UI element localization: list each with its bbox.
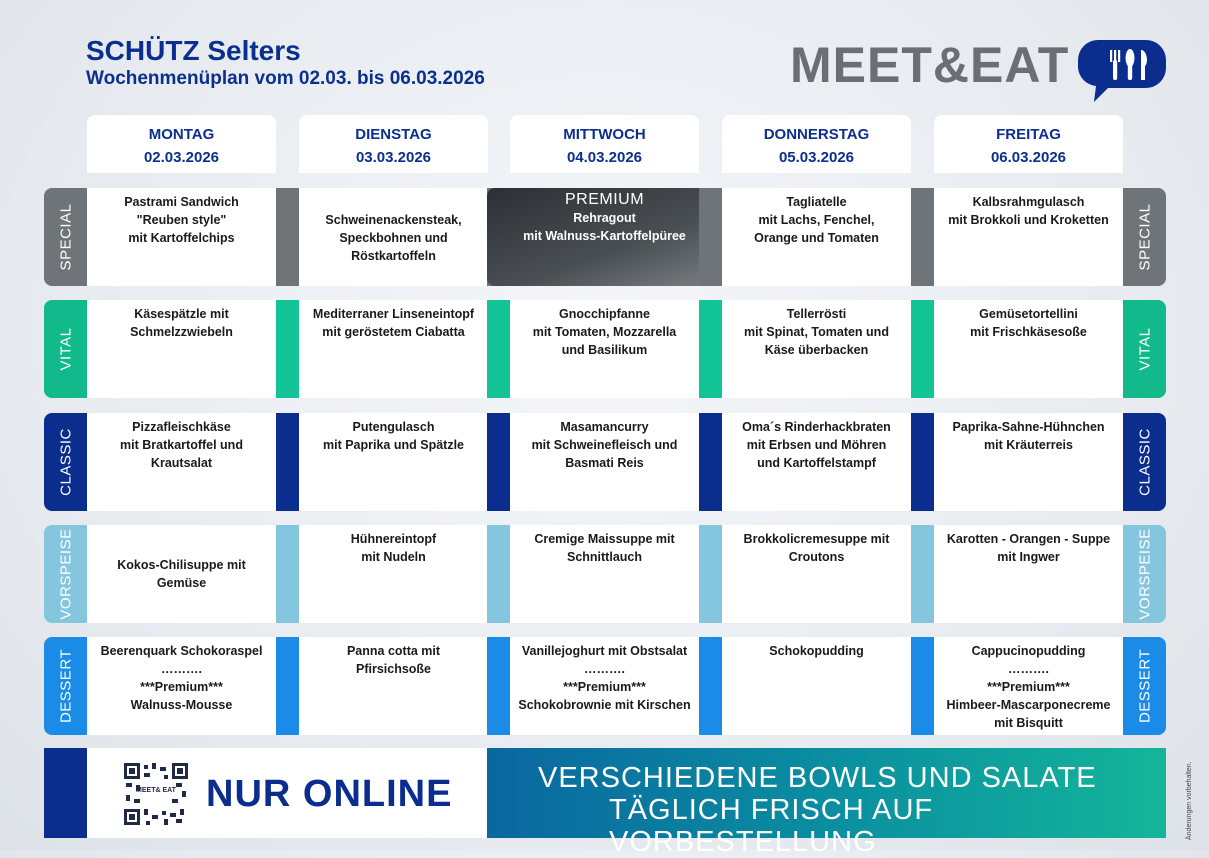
row-label-text: CLASSIC — [1136, 428, 1153, 496]
menu-item-line: ………. — [1008, 662, 1049, 676]
menu-item-line: Schweinenackensteak, — [325, 213, 462, 227]
menu-item — [299, 525, 488, 623]
menu-item-line: und Basilikum — [561, 343, 648, 357]
menu-item — [722, 413, 911, 511]
menu-item-line: Masamancurry — [560, 420, 649, 434]
menu-item-line: Tagliatelle — [786, 195, 847, 209]
menu-item — [299, 188, 488, 286]
menu-item-line: mit Nudeln — [361, 550, 426, 564]
menu-item — [510, 300, 699, 398]
menu-item-line: ***Premium*** — [140, 680, 223, 694]
row-label-left — [44, 300, 87, 398]
row-label-text: VITAL — [57, 327, 74, 371]
menu-item-line: Käse überbacken — [764, 343, 869, 357]
menu-item-line: Gemüse — [156, 576, 207, 590]
menu-item-line: Orange und Tomaten — [754, 231, 879, 245]
day-header-4 — [934, 115, 1123, 173]
menu-item-line: Hühnereintopf — [350, 532, 437, 546]
menu-item — [722, 188, 911, 286]
menu-item-line: ………. — [584, 662, 625, 676]
menu-item-line: ***Premium*** — [987, 680, 1070, 694]
day-header-3 — [722, 115, 911, 173]
column-separator — [487, 300, 510, 398]
menu-item-line: Schmelzzwiebeln — [130, 325, 233, 339]
column-separator — [911, 525, 934, 623]
row-label-right — [1123, 637, 1166, 735]
menu-item — [87, 637, 276, 735]
column-separator — [487, 413, 510, 511]
menu-item — [299, 300, 488, 398]
menu-item-line: mit Bisquitt — [994, 716, 1063, 730]
day-date: 05.03.2026 — [778, 149, 855, 166]
menu-item-line: Mediterraner Linseneintopf — [312, 307, 475, 321]
online-banner — [44, 748, 1166, 858]
menu-item-line: Karotten - Orangen - Suppe — [946, 532, 1111, 546]
menu-item-line: Gemüsetortellini — [979, 307, 1078, 321]
column-separator — [911, 300, 934, 398]
menu-item-line: Pizzafleischkäse — [132, 420, 231, 434]
column-separator — [276, 188, 299, 286]
menu-item — [722, 525, 911, 623]
premium-tag: PREMIUM — [564, 191, 645, 208]
row-label-text: DESSERT — [1136, 648, 1153, 724]
menu-item-line: Oma´s Rinderhackbraten — [742, 420, 891, 434]
menu-item-line: Schokobrownie mit Kirschen — [518, 698, 691, 712]
row-label-text: SPECIAL — [1136, 203, 1153, 271]
menu-item-line: mit Schweinefleisch und — [531, 438, 678, 452]
page-title: SCHÜTZ Selters — [86, 35, 301, 66]
menu-item-line: Pastrami Sandwich — [124, 195, 239, 209]
row-label-left — [44, 525, 87, 623]
column-separator — [276, 525, 299, 623]
day-name: DIENSTAG — [355, 126, 432, 143]
menu-item — [934, 413, 1123, 511]
menu-item-line: Krautsalat — [150, 456, 213, 470]
row-label-text: VORSPEISE — [1136, 528, 1153, 620]
day-date: 06.03.2026 — [990, 149, 1067, 166]
row-label-right — [1123, 300, 1166, 398]
meet-eat-logo: MEET&EAT — [790, 37, 1070, 93]
menu-item — [722, 637, 911, 735]
menu-item-line: Basmati Reis — [565, 456, 644, 470]
menu-item-line: mit Kartoffelchips — [128, 231, 235, 245]
menu-item — [934, 188, 1123, 286]
menu-item-line: Cremige Maissuppe mit — [534, 532, 675, 546]
menu-item — [87, 525, 276, 623]
column-separator — [699, 188, 722, 286]
day-name: MITTWOCH — [563, 126, 646, 143]
column-separator — [276, 637, 299, 735]
menu-item-line: mit Paprika und Spätzle — [322, 438, 464, 452]
day-header-0 — [87, 115, 276, 173]
banner-line-1: VERSCHIEDENE BOWLS UND SALATE — [538, 762, 1097, 794]
row-label-text: VITAL — [1136, 327, 1153, 371]
day-date: 02.03.2026 — [143, 149, 220, 166]
menu-item — [87, 188, 276, 286]
menu-item-line: Croutons — [788, 550, 845, 564]
menu-item — [934, 525, 1123, 623]
row-label-left — [44, 637, 87, 735]
column-separator — [911, 637, 934, 735]
menu-item-line: mit Bratkartoffel und — [120, 438, 243, 452]
column-separator — [699, 413, 722, 511]
row-label-text: SPECIAL — [57, 203, 74, 271]
row-label-text: VORSPEISE — [57, 528, 74, 620]
disclaimer-note: Änderungen vorbehalten. — [1186, 761, 1193, 840]
menu-item-line: mit geröstetem Ciabatta — [322, 325, 465, 339]
menu-item-line: Schokopudding — [769, 644, 864, 658]
menu-item-line: Gnocchipfanne — [559, 307, 650, 321]
menu-item-line: mit Tomaten, Mozzarella — [532, 325, 677, 339]
menu-item-line: mit Walnuss-Kartoffelpüree — [523, 229, 686, 243]
day-name: MONTAG — [148, 126, 215, 143]
menu-item-line: mit Ingwer — [997, 550, 1060, 564]
menu-row-vital — [44, 300, 1166, 398]
column-separator — [276, 413, 299, 511]
page-subtitle: Wochenmenüplan vom 02.03. bis 06.03.2026 — [86, 68, 485, 89]
column-separator — [699, 525, 722, 623]
column-separator — [487, 525, 510, 623]
menu-item-line: Beerenquark Schokoraspel — [100, 644, 263, 658]
menu-item-line: Panna cotta mit — [346, 644, 441, 658]
menu-item — [87, 413, 276, 511]
menu-item-line: mit Frischkäsesoße — [970, 325, 1087, 339]
day-name: FREITAG — [996, 126, 1061, 143]
menu-item-line: Cappucinopudding — [971, 644, 1086, 658]
menu-item-line: Kokos-Chilisuppe mit — [117, 558, 246, 572]
menu-item-line: ***Premium*** — [563, 680, 646, 694]
menu-item-line: mit Spinat, Tomaten und — [744, 325, 889, 339]
menu-row-classic — [44, 413, 1166, 511]
menu-item-line: Speckbohnen und — [339, 231, 448, 245]
row-label-right — [1123, 525, 1166, 623]
row-label-left — [44, 188, 87, 286]
menu-item-line: Brokkolicremesuppe mit — [743, 532, 890, 546]
qr-code[interactable] — [124, 763, 188, 825]
menu-item-line: Himbeer-Mascarponecreme — [946, 698, 1111, 712]
menu-row-vorspeise — [44, 525, 1166, 623]
menu-item — [510, 413, 699, 511]
row-label-right — [1123, 188, 1166, 286]
nur-online-text: NUR ONLINE — [206, 773, 453, 815]
column-separator — [911, 413, 934, 511]
menu-item — [299, 413, 488, 511]
column-separator — [699, 637, 722, 735]
column-separator — [487, 637, 510, 735]
menu-item-line: Schnittlauch — [566, 550, 642, 564]
menu-item — [722, 300, 911, 398]
menu-item-line: "Reuben style" — [136, 213, 227, 227]
menu-item — [934, 300, 1123, 398]
column-separator — [911, 188, 934, 286]
menu-item-line: mit Lachs, Fenchel, — [758, 213, 875, 227]
menu-item-line: mit Brokkoli und Kroketten — [948, 213, 1109, 227]
menu-item — [299, 637, 488, 735]
menu-item-line: Kalbsrahmgulasch — [972, 195, 1085, 209]
day-header-2 — [510, 115, 699, 173]
day-name: DONNERSTAG — [763, 126, 870, 143]
premium-menu-item — [487, 188, 722, 286]
day-date: 03.03.2026 — [355, 149, 432, 166]
menu-item-line: Walnuss-Mousse — [130, 698, 233, 712]
cutlery-bubble-icon — [1068, 36, 1168, 102]
banner-accent — [44, 748, 87, 838]
menu-item-line: Putengulasch — [352, 420, 435, 434]
menu-item-line: ………. — [161, 662, 202, 676]
menu-item-line: mit Kräuterreis — [984, 438, 1073, 452]
menu-item-line: Pfirsichsoße — [355, 662, 432, 676]
column-separator — [276, 300, 299, 398]
row-label-text: DESSERT — [57, 648, 74, 724]
menu-item-line: Vanillejoghurt mit Obstsalat — [521, 644, 688, 658]
menu-item-line: mit Erbsen und Möhren — [746, 438, 887, 452]
menu-item-line: und Kartoffelstampf — [757, 456, 876, 470]
menu-item — [510, 525, 699, 623]
menu-row-special — [44, 188, 1166, 286]
menu-item-line: Tellerrösti — [786, 307, 847, 321]
day-header-1 — [299, 115, 488, 173]
menu-item-line: Käsespätzle mit — [134, 307, 229, 321]
qr-logo-text: MEET& EAT — [136, 787, 176, 794]
menu-item — [934, 637, 1123, 735]
column-separator — [699, 300, 722, 398]
menu-item-line: Röstkartoffeln — [351, 249, 436, 263]
menu-item — [87, 300, 276, 398]
row-label-left — [44, 413, 87, 511]
menu-row-dessert — [44, 637, 1166, 735]
menu-item-line: Paprika-Sahne-Hühnchen — [952, 420, 1105, 434]
row-label-text: CLASSIC — [57, 428, 74, 496]
banner-line-2: TÄGLICH FRISCH AUF VORBESTELLUNG — [609, 794, 934, 858]
row-label-right — [1123, 413, 1166, 511]
menu-item — [510, 637, 699, 735]
day-date: 04.03.2026 — [566, 149, 643, 166]
menu-item-line: Rehragout — [573, 211, 636, 225]
